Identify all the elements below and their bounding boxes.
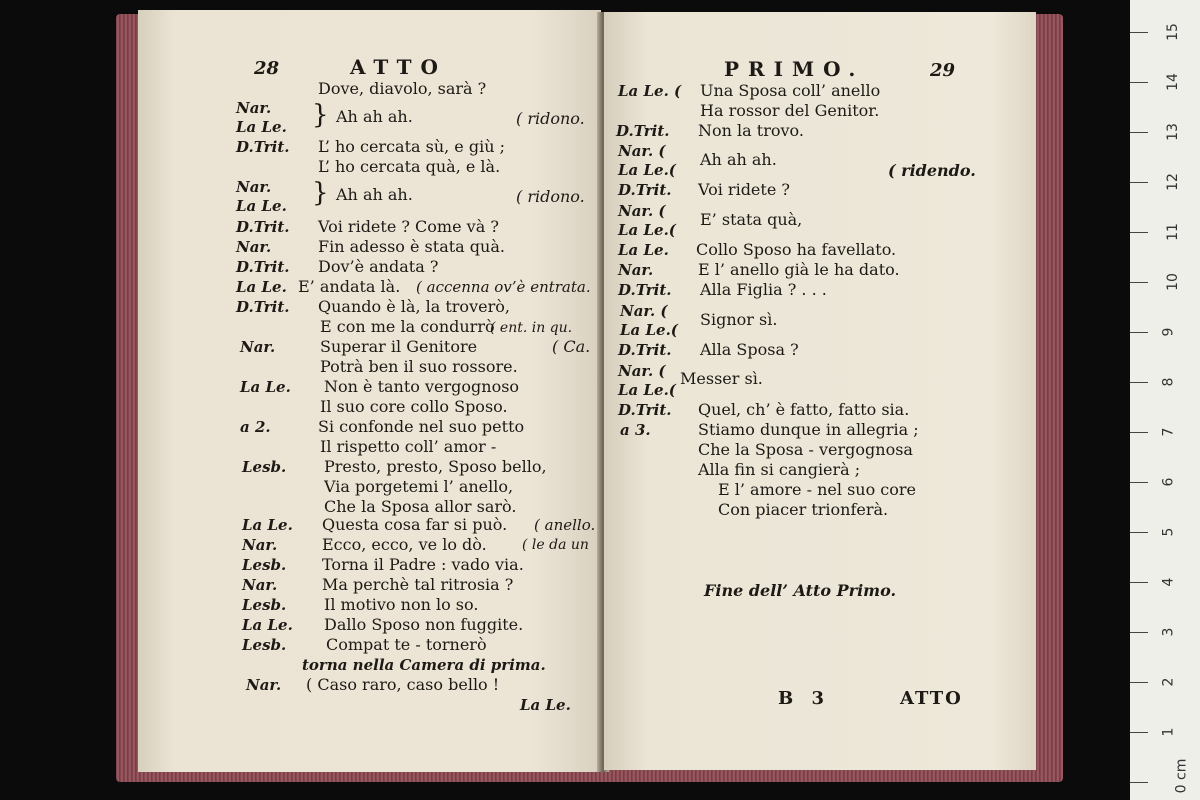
measuring-ruler — [1130, 0, 1200, 800]
speaker: Nar. ( — [618, 142, 666, 160]
ruler-tick — [1130, 582, 1148, 583]
line-text: Il rispetto coll’ amor - — [320, 437, 497, 456]
speaker: Nar. — [246, 676, 282, 694]
ruler-tick — [1130, 732, 1148, 733]
ruler-label: 11 — [1164, 223, 1181, 241]
left-page-header: ATTO — [350, 55, 447, 79]
stage-direction: ( Ca. — [552, 337, 591, 356]
speaker: Nar. ( — [618, 362, 666, 380]
ruler-tick — [1130, 332, 1148, 333]
speaker: La Le. — [618, 241, 669, 259]
ruler-label: 5 — [1160, 527, 1177, 537]
ruler-tick — [1130, 782, 1148, 783]
line-text: Che la Sposa - vergognosa — [698, 440, 913, 459]
right-page — [604, 12, 1036, 770]
speaker: Lesb. — [242, 458, 287, 476]
line-text: E con me la condurrò — [320, 317, 495, 336]
left-page — [138, 10, 601, 772]
brace: } — [312, 100, 329, 130]
ruler-tick — [1130, 482, 1148, 483]
line-text: E l’ amore - nel suo core — [718, 480, 917, 499]
right-page-header: PRIMO. — [724, 57, 865, 81]
speaker: D.Trit. — [236, 138, 290, 156]
catchword: La Le. — [520, 696, 571, 714]
line-text: Fin adesso è stata quà. — [318, 237, 505, 256]
speaker: D.Trit. — [618, 181, 672, 199]
line-text: Presto, presto, Sposo bello, — [324, 457, 547, 476]
speaker: La Le. — [240, 378, 291, 396]
line-text: E’ stata quà, — [700, 210, 803, 229]
line-text: Non è tanto vergognoso — [324, 377, 520, 396]
speaker: Nar. — [242, 576, 278, 594]
line-text: Stiamo dunque in allegria ; — [698, 420, 919, 439]
line-text: Quando è là, la troverò, — [318, 297, 510, 316]
left-page-number: 28 — [254, 58, 280, 79]
stage-direction: ( le da un — [522, 537, 589, 553]
ruler-tick — [1130, 382, 1148, 383]
speaker: D.Trit. — [236, 258, 290, 276]
speaker: D.Trit. — [616, 122, 670, 140]
ruler-tick — [1130, 432, 1148, 433]
ruler-tick — [1130, 632, 1148, 633]
speaker: Nar. — [240, 338, 276, 356]
line-text: E l’ anello già le ha dato. — [698, 260, 900, 279]
speaker: Lesb. — [242, 636, 287, 654]
stage-direction: ( anello. — [534, 516, 596, 534]
speaker: La Le. — [236, 118, 287, 136]
speaker: Lesb. — [242, 596, 287, 614]
line-text: Alla fin si cangierà ; — [698, 460, 861, 479]
line-text: Alla Sposa ? — [700, 340, 799, 359]
line-text: Collo Sposo ha favellato. — [696, 240, 897, 259]
ruler-tick — [1130, 532, 1148, 533]
ruler-label: 13 — [1164, 123, 1181, 141]
line-text: Messer sì. — [680, 369, 763, 388]
speaker: Nar. ( — [618, 202, 666, 220]
speaker: La Le. — [236, 278, 287, 296]
speaker: La Le.( — [620, 321, 678, 339]
speaker: D.Trit. — [618, 341, 672, 359]
line-text: Si confonde nel suo petto — [318, 417, 525, 436]
ruler-label: 4 — [1160, 577, 1177, 587]
line-text: Potrà ben il suo rossore. — [320, 357, 518, 376]
ruler-label: 15 — [1164, 23, 1181, 41]
line-text: Ah ah ah. — [700, 150, 777, 169]
brace: } — [312, 178, 329, 208]
ruler-label: 8 — [1160, 377, 1177, 387]
speaker: Lesb. — [242, 556, 287, 574]
end-of-act-text: Fine dell’ Atto Primo. — [704, 581, 897, 600]
line-text: ( Caso raro, caso bello ! — [306, 675, 500, 694]
stage-direction: ( ridono. — [516, 187, 585, 206]
line-text: Ha rossor del Genitor. — [700, 101, 880, 120]
ruler-label: 14 — [1164, 73, 1181, 91]
stage-direction: torna nella Camera di prima. — [302, 656, 546, 674]
ruler-label: 0 cm — [1173, 758, 1190, 794]
speaker: La Le.( — [618, 161, 676, 179]
line-text: Superar il Genitore — [320, 337, 478, 356]
speaker: La Le. — [236, 197, 287, 215]
line-text: Dove, diavolo, sarà ? — [318, 79, 487, 98]
stage-direction: ( accenna ov’è entrata. — [416, 278, 591, 296]
ruler-label: 9 — [1160, 327, 1177, 337]
line-text: Ma perchè tal ritrosia ? — [322, 575, 514, 594]
speaker: La Le. — [242, 516, 293, 534]
line-text: Dov’è andata ? — [318, 257, 439, 276]
stage-direction: ( ridendo. — [888, 161, 976, 180]
speaker: Nar. ( — [620, 302, 668, 320]
ruler-tick — [1130, 232, 1148, 233]
ruler-label: 2 — [1160, 677, 1177, 687]
ruler-label: 1 — [1160, 727, 1177, 737]
speaker: D.Trit. — [618, 281, 672, 299]
line-text: Ah ah ah. — [336, 185, 413, 204]
line-text: Alla Figlia ? . . . — [700, 280, 827, 299]
line-text: Voi ridete ? Come và ? — [318, 217, 499, 236]
ruler-label: 7 — [1160, 427, 1177, 437]
speaker: Nar. — [236, 178, 272, 196]
ruler-tick — [1130, 32, 1148, 33]
speaker: La Le. ( — [618, 82, 682, 100]
line-text: Dallo Sposo non fuggite. — [324, 615, 524, 634]
ruler-tick — [1130, 132, 1148, 133]
speaker: D.Trit. — [236, 218, 290, 236]
speaker: a 2. — [240, 418, 271, 436]
catchword: ATTO — [900, 688, 963, 709]
speaker: Nar. — [618, 261, 654, 279]
speaker: La Le. — [242, 616, 293, 634]
line-text: Con piacer trionferà. — [718, 500, 889, 519]
line-text: Questa cosa far si può. — [322, 515, 508, 534]
line-text: Ah ah ah. — [336, 107, 413, 126]
speaker: a 3. — [620, 421, 651, 439]
ruler-label: 10 — [1164, 273, 1181, 291]
right-page-number: 29 — [930, 60, 956, 81]
stage-direction: ( ent. in qu. — [490, 320, 573, 336]
line-text: Torna il Padre : vado via. — [322, 555, 524, 574]
ruler-tick — [1130, 82, 1148, 83]
line-text: Il suo core collo Sposo. — [320, 397, 508, 416]
speaker: D.Trit. — [236, 298, 290, 316]
line-text: E’ andata là. — [298, 277, 401, 296]
speaker: La Le.( — [618, 381, 676, 399]
speaker: D.Trit. — [618, 401, 672, 419]
line-text: Il motivo non lo so. — [324, 595, 479, 614]
signature-mark: B 3 — [778, 688, 831, 709]
ruler-tick — [1130, 182, 1148, 183]
ruler-label: 3 — [1160, 627, 1177, 637]
line-text: Voi ridete ? — [698, 180, 790, 199]
speaker: La Le.( — [618, 221, 676, 239]
line-text: Ecco, ecco, ve lo dò. — [322, 535, 487, 554]
stage-direction: ( ridono. — [516, 109, 585, 128]
line-text: Che la Sposa allor sarò. — [324, 497, 517, 516]
ruler-tick — [1130, 682, 1148, 683]
speaker: Nar. — [236, 99, 272, 117]
ruler-label: 12 — [1164, 173, 1181, 191]
line-text: L’ ho cercata quà, e là. — [318, 157, 501, 176]
ruler-tick — [1130, 282, 1148, 283]
line-text: Via porgetemi l’ anello, — [324, 477, 514, 496]
ruler-label: 6 — [1160, 477, 1177, 487]
line-text: Compat te - tornerò — [326, 635, 487, 654]
line-text: Signor sì. — [700, 310, 778, 329]
line-text: Una Sposa coll’ anello — [700, 81, 881, 100]
line-text: L’ ho cercata sù, e giù ; — [318, 137, 505, 156]
line-text: Quel, ch’ è fatto, fatto sia. — [698, 400, 910, 419]
line-text: Non la trovo. — [698, 121, 804, 140]
speaker: Nar. — [236, 238, 272, 256]
speaker: Nar. — [242, 536, 278, 554]
